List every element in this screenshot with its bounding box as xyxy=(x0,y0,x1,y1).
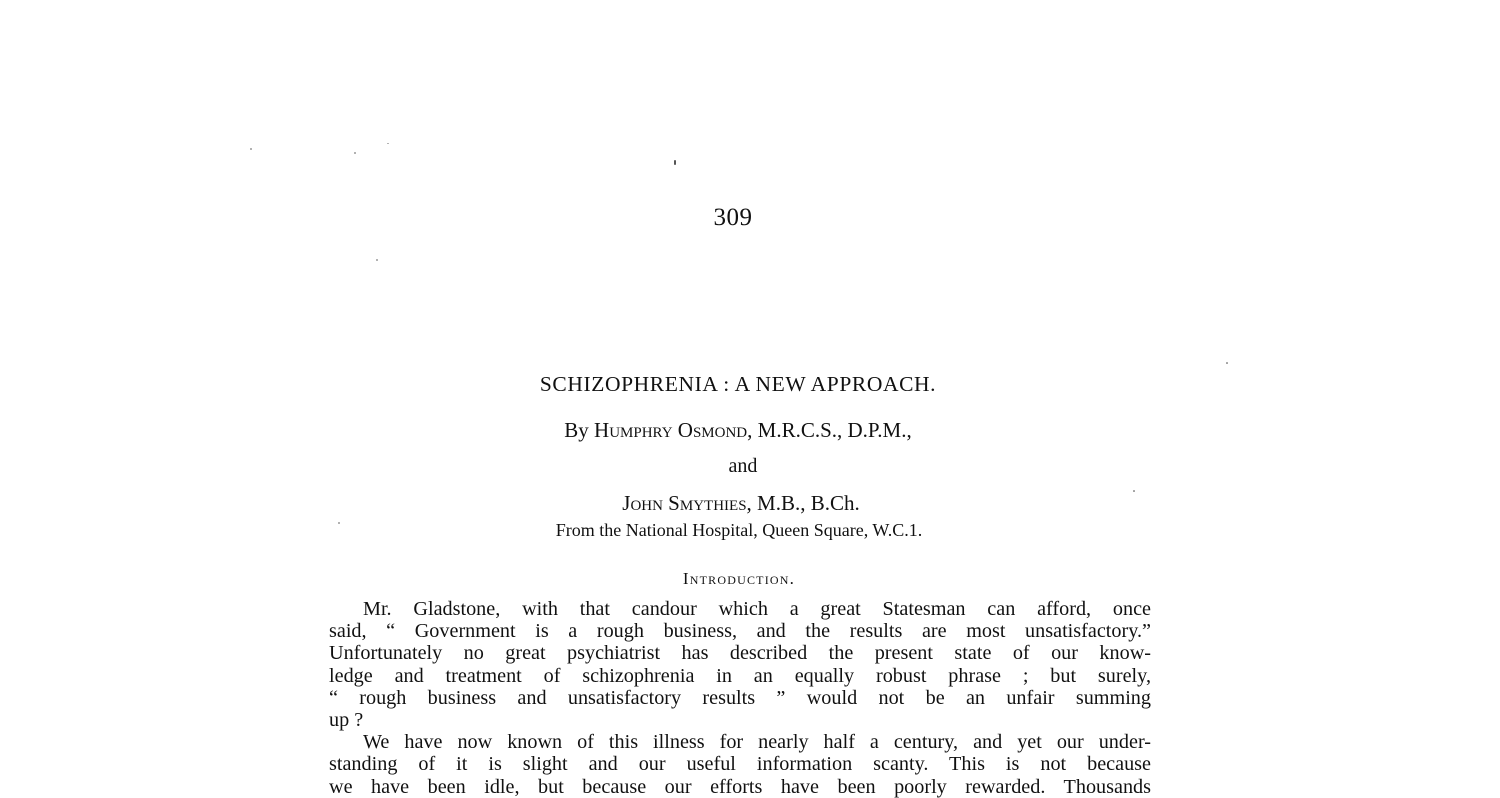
author-credentials-2: , M.B., B.Ch. xyxy=(746,491,860,515)
text-line: We have now known of this illness for nearly half a century, and yet our under- xyxy=(363,731,1151,754)
author-line-1 xyxy=(0,418,1476,443)
text-line: Mr. Gladstone, with that candour which a great Statesman can afford, once xyxy=(363,598,1151,620)
text-line: standing of it is slight and our useful information scanty. This is not because xyxy=(329,753,1151,776)
author-affiliation: From the National Hospital, Queen Square, W.C.1. xyxy=(555,520,923,540)
paragraph-2 xyxy=(329,731,1151,798)
author-line-2 xyxy=(0,491,1482,516)
author-conjunction: and xyxy=(728,455,758,477)
text-line: up ? xyxy=(329,708,364,731)
scan-speck xyxy=(250,148,252,150)
scan-speck xyxy=(1226,362,1228,364)
text-line: Unfortunately no great psychiatrist has described the present state of our know- xyxy=(329,642,1151,665)
scan-speck xyxy=(376,259,378,261)
article-title: SCHIZOPHRENIA : A NEW APPROACH. xyxy=(539,372,937,396)
body-text xyxy=(329,598,1151,798)
text-line: “ rough business and unsatisfactory results ” would not be an unfair summing xyxy=(329,686,1151,709)
author-credentials-1: , M.R.C.S., D.P.M., xyxy=(747,418,912,442)
author-prefix: By xyxy=(564,418,589,442)
page-number: 309 xyxy=(713,204,753,231)
text-line: said, “ Government is a rough business, and the results are most unsatisfactory.” xyxy=(329,620,1151,643)
scan-speck xyxy=(354,152,356,154)
text-line: we have been idle, but because our efforts have been poorly rewarded. Thousands xyxy=(329,775,1151,798)
scan-speck xyxy=(387,143,389,144)
paragraph-1 xyxy=(329,598,1151,731)
section-heading: Introduction. xyxy=(682,569,796,588)
scan-speck xyxy=(674,160,676,165)
author-name-2: John Smythies xyxy=(622,491,747,515)
text-line: ledge and treatment of schizophrenia in an equally robust phrase ; but surely, xyxy=(329,664,1151,687)
author-name-1: Humphry Osmond xyxy=(594,418,748,442)
